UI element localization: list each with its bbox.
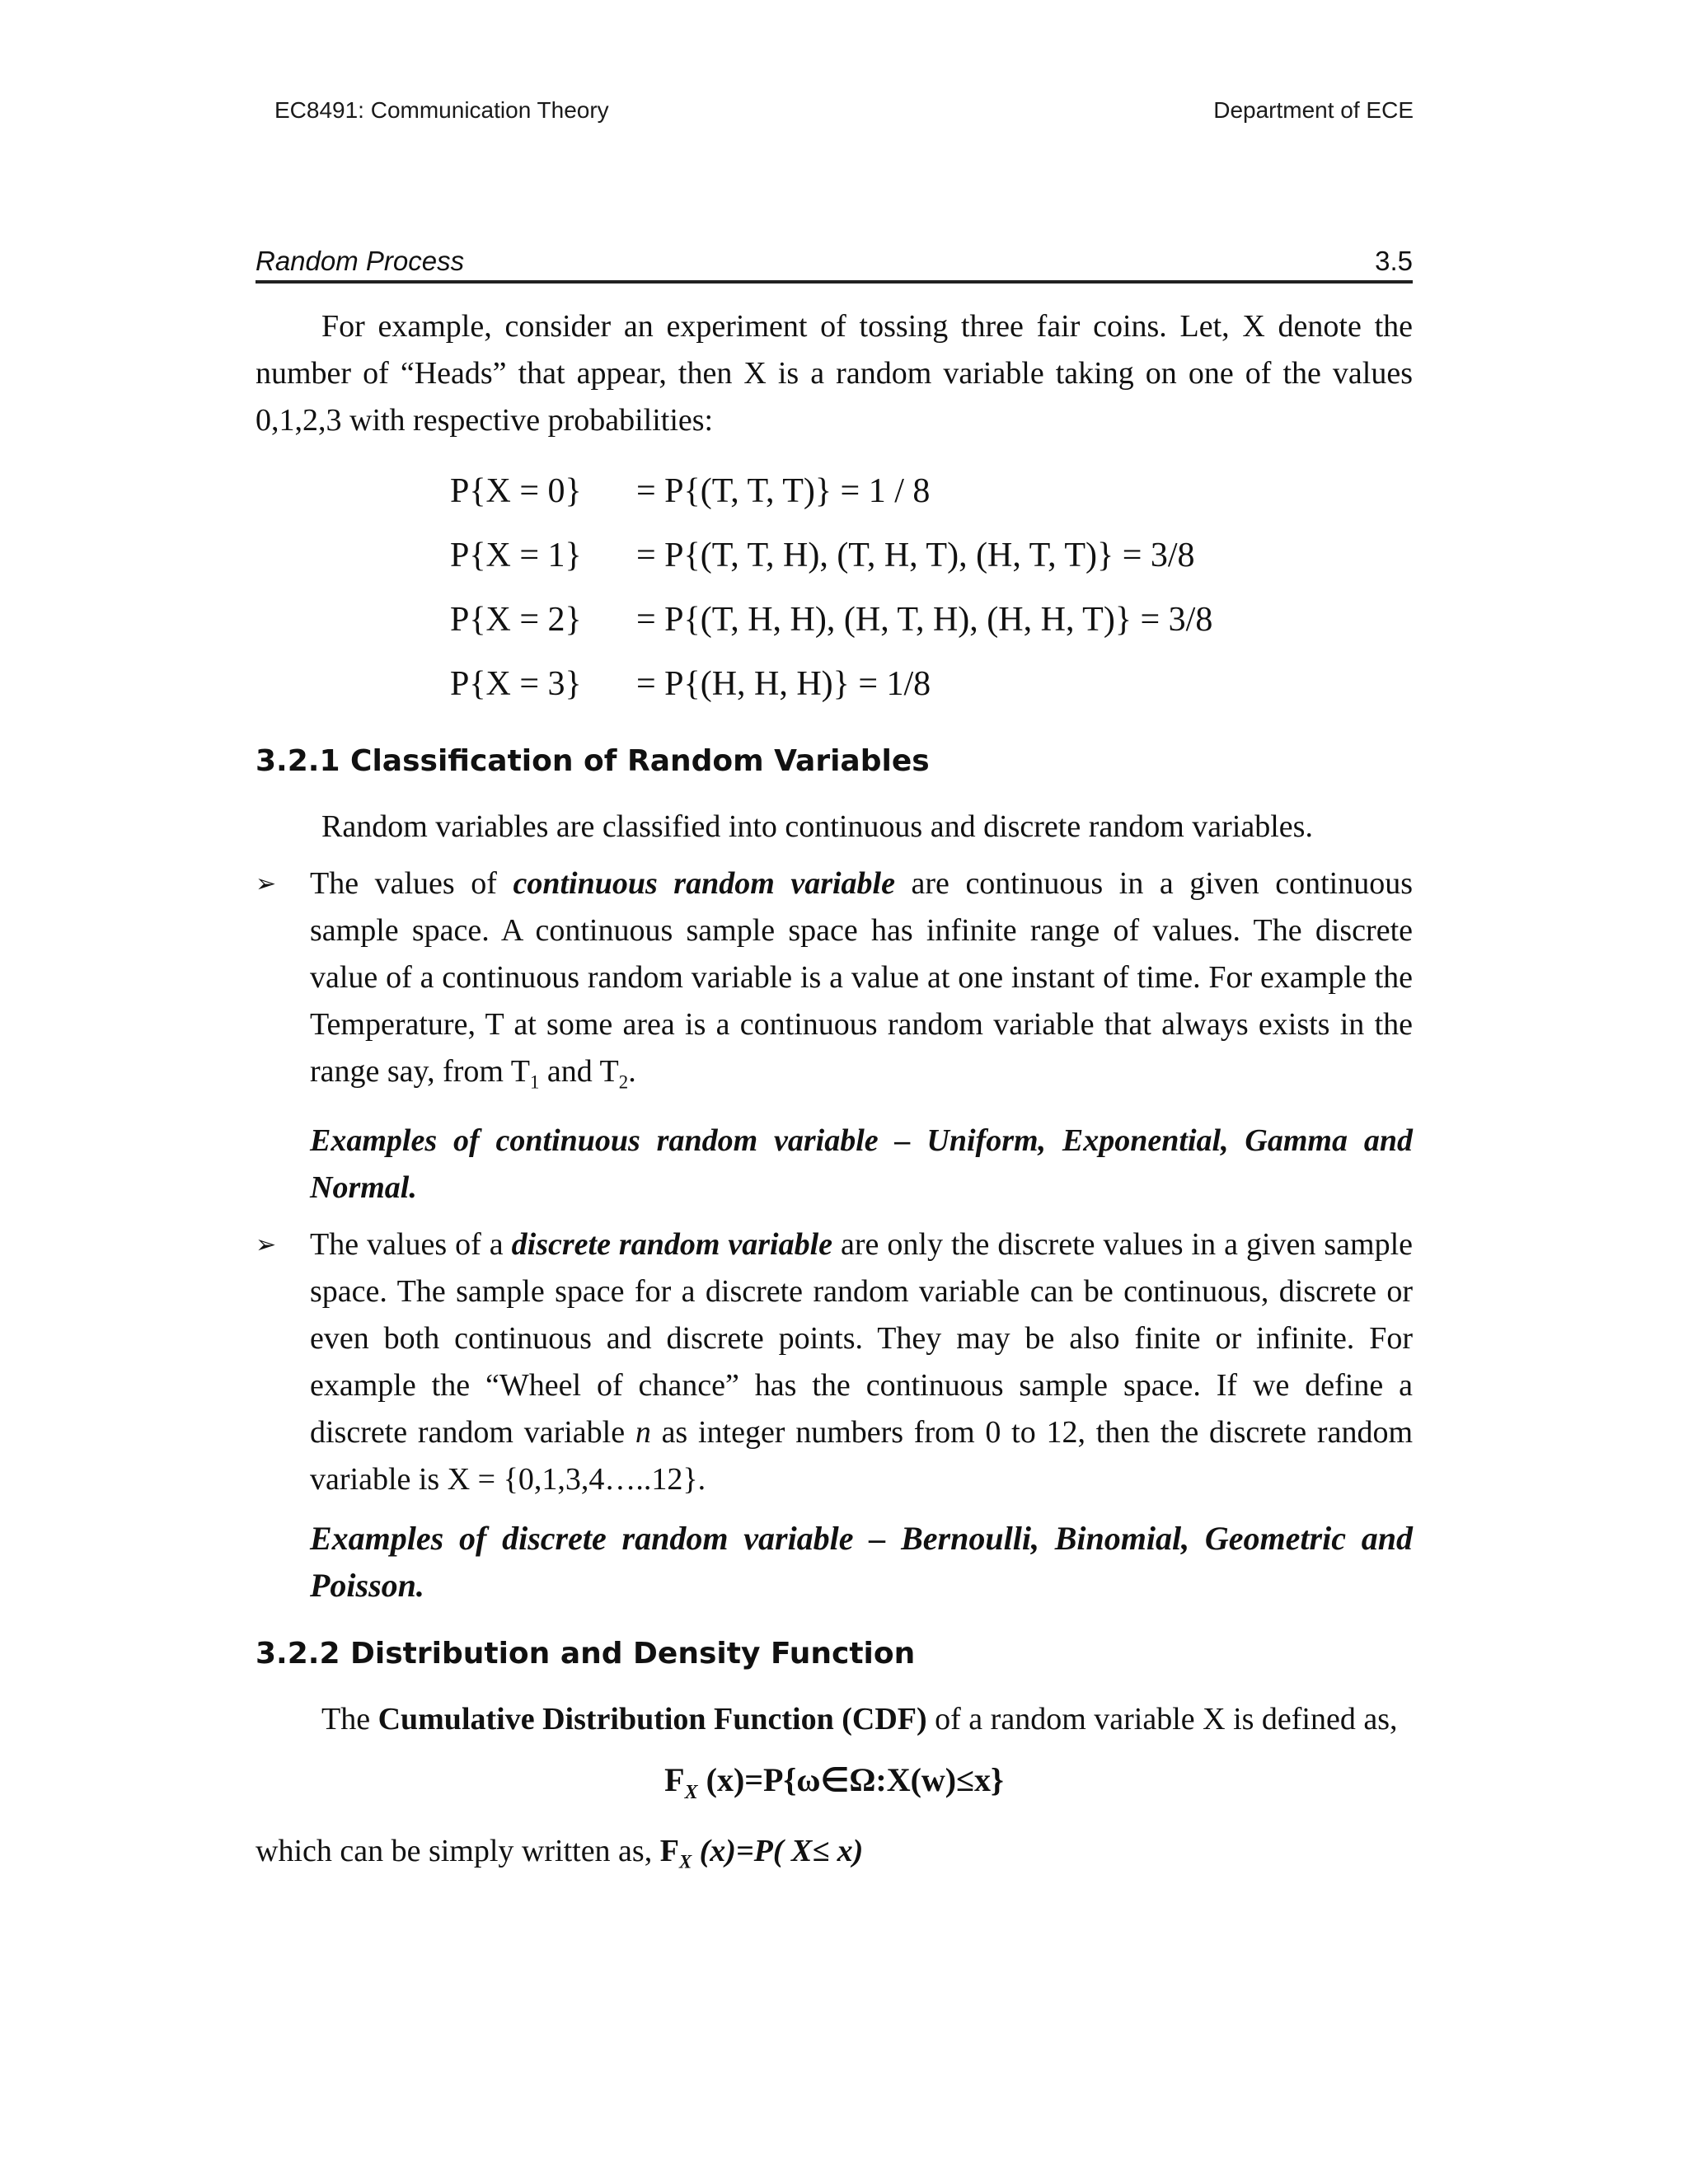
text-span: The (321, 1701, 378, 1736)
variable-n: n (635, 1414, 651, 1450)
equation-lhs: P{X = 2} (450, 600, 582, 639)
text-span: . (628, 1054, 636, 1089)
formula-rest: (x)=P( X≤ x) (692, 1833, 864, 1868)
discrete-examples: Examples of discrete random variable – Bernoulli, Binomial, Geometric and Poisson. (310, 1519, 1413, 1604)
text-span: The values of (310, 866, 513, 901)
term-cdf: Cumulative Distribution Function (CDF) (377, 1701, 927, 1736)
formula-subscript: X (684, 1781, 698, 1803)
equation-rhs: = P{(T, H, H), (H, T, H), (H, H, T)} = 3/8 (636, 600, 1213, 639)
text-span: of a random variable X is defined as, (926, 1701, 1398, 1736)
equation-rhs: = P{(H, H, H)} = 1/8 (636, 664, 931, 703)
bullet-continuous (256, 860, 1413, 1212)
subscript: 1 (529, 1071, 540, 1093)
cdf-intro (321, 1696, 1413, 1743)
probability-equations (450, 459, 1413, 716)
arrow-bullet-icon: ➢ (256, 869, 277, 898)
discrete-paragraph (310, 1221, 1413, 1503)
page-number: 3.5 (1375, 246, 1413, 276)
text-span: The values of a (310, 1226, 512, 1262)
text-span: and T (539, 1054, 619, 1089)
text-span: as integer numbers from 0 to 12, then the discrete random variable is X = {0,1,3,4…..12}. (310, 1414, 1413, 1497)
equation-row (450, 652, 1413, 716)
subscript: 2 (618, 1071, 629, 1093)
term-discrete: discrete random variable (511, 1226, 833, 1262)
equation-row (450, 588, 1413, 652)
section-heading-classification: 3.2.1 Classification of Random Variables (256, 744, 930, 778)
equation-rhs: = P{(T, T, T)} = 1 / 8 (636, 471, 931, 510)
page-body (256, 303, 1413, 1885)
header-course: EC8491: Communication Theory (274, 97, 609, 123)
equation-lhs: P{X = 3} (450, 664, 582, 703)
arrow-bullet-icon: ➢ (256, 1230, 277, 1259)
text-span: which can be simply written as, (256, 1833, 660, 1868)
running-head (256, 246, 1413, 284)
term-continuous: continuous random variable (513, 866, 895, 901)
header-department: Department of ECE (1213, 97, 1414, 123)
bullet-discrete (256, 1221, 1413, 1609)
running-head-title: Random Process (256, 246, 465, 276)
cdf-formula (256, 1756, 1413, 1816)
equation-rhs: = P{(T, T, H), (T, H, T), (H, T, T)} = 3/8 (636, 536, 1195, 574)
equation-lhs: P{X = 1} (450, 536, 582, 574)
equation-row (450, 459, 1413, 523)
simple-form-paragraph (256, 1828, 1413, 1886)
intro-paragraph: For example, consider an experiment of tossing three fair coins. Let, X denote the number of “Heads” that appear, then X is a random variable taking on one of the values 0,1,2,3 with respective probabilities: (256, 309, 1413, 438)
continuous-examples: Examples of continuous random variable – Uniform, Exponential, Gamma and Normal. (310, 1122, 1413, 1205)
formula-rest: (x)=P{ω∈Ω:X(w)≤x} (697, 1760, 1004, 1798)
classification-intro: Random variables are classified into continuous and discrete random variables. (321, 809, 1313, 844)
formula-subscript: X (678, 1851, 692, 1872)
formula-f: F (664, 1760, 685, 1798)
text-span: are only the discrete values in a given sample space. The sample space for a discrete random variable can be continuous, discrete or even both continuous and discrete points. They may be also finite or infinite. For example the “Wheel of chance” has the continuous sample space. If we define a discrete random variable (310, 1226, 1414, 1450)
section-heading-distribution: 3.2.2 Distribution and Density Function (256, 1636, 916, 1671)
equation-row (450, 523, 1413, 588)
continuous-paragraph (310, 860, 1413, 1106)
formula-f: F (659, 1833, 679, 1868)
equation-lhs: P{X = 0} (450, 471, 582, 510)
text-span: are continuous in a given continuous sample space. A continuous sample space has infinite range of values. The discrete value of a continuous random variable is a value at one instant of time. For example the Temperature, T at some area is a continuous random variable that always exists in the range say, from T (310, 866, 1414, 1089)
